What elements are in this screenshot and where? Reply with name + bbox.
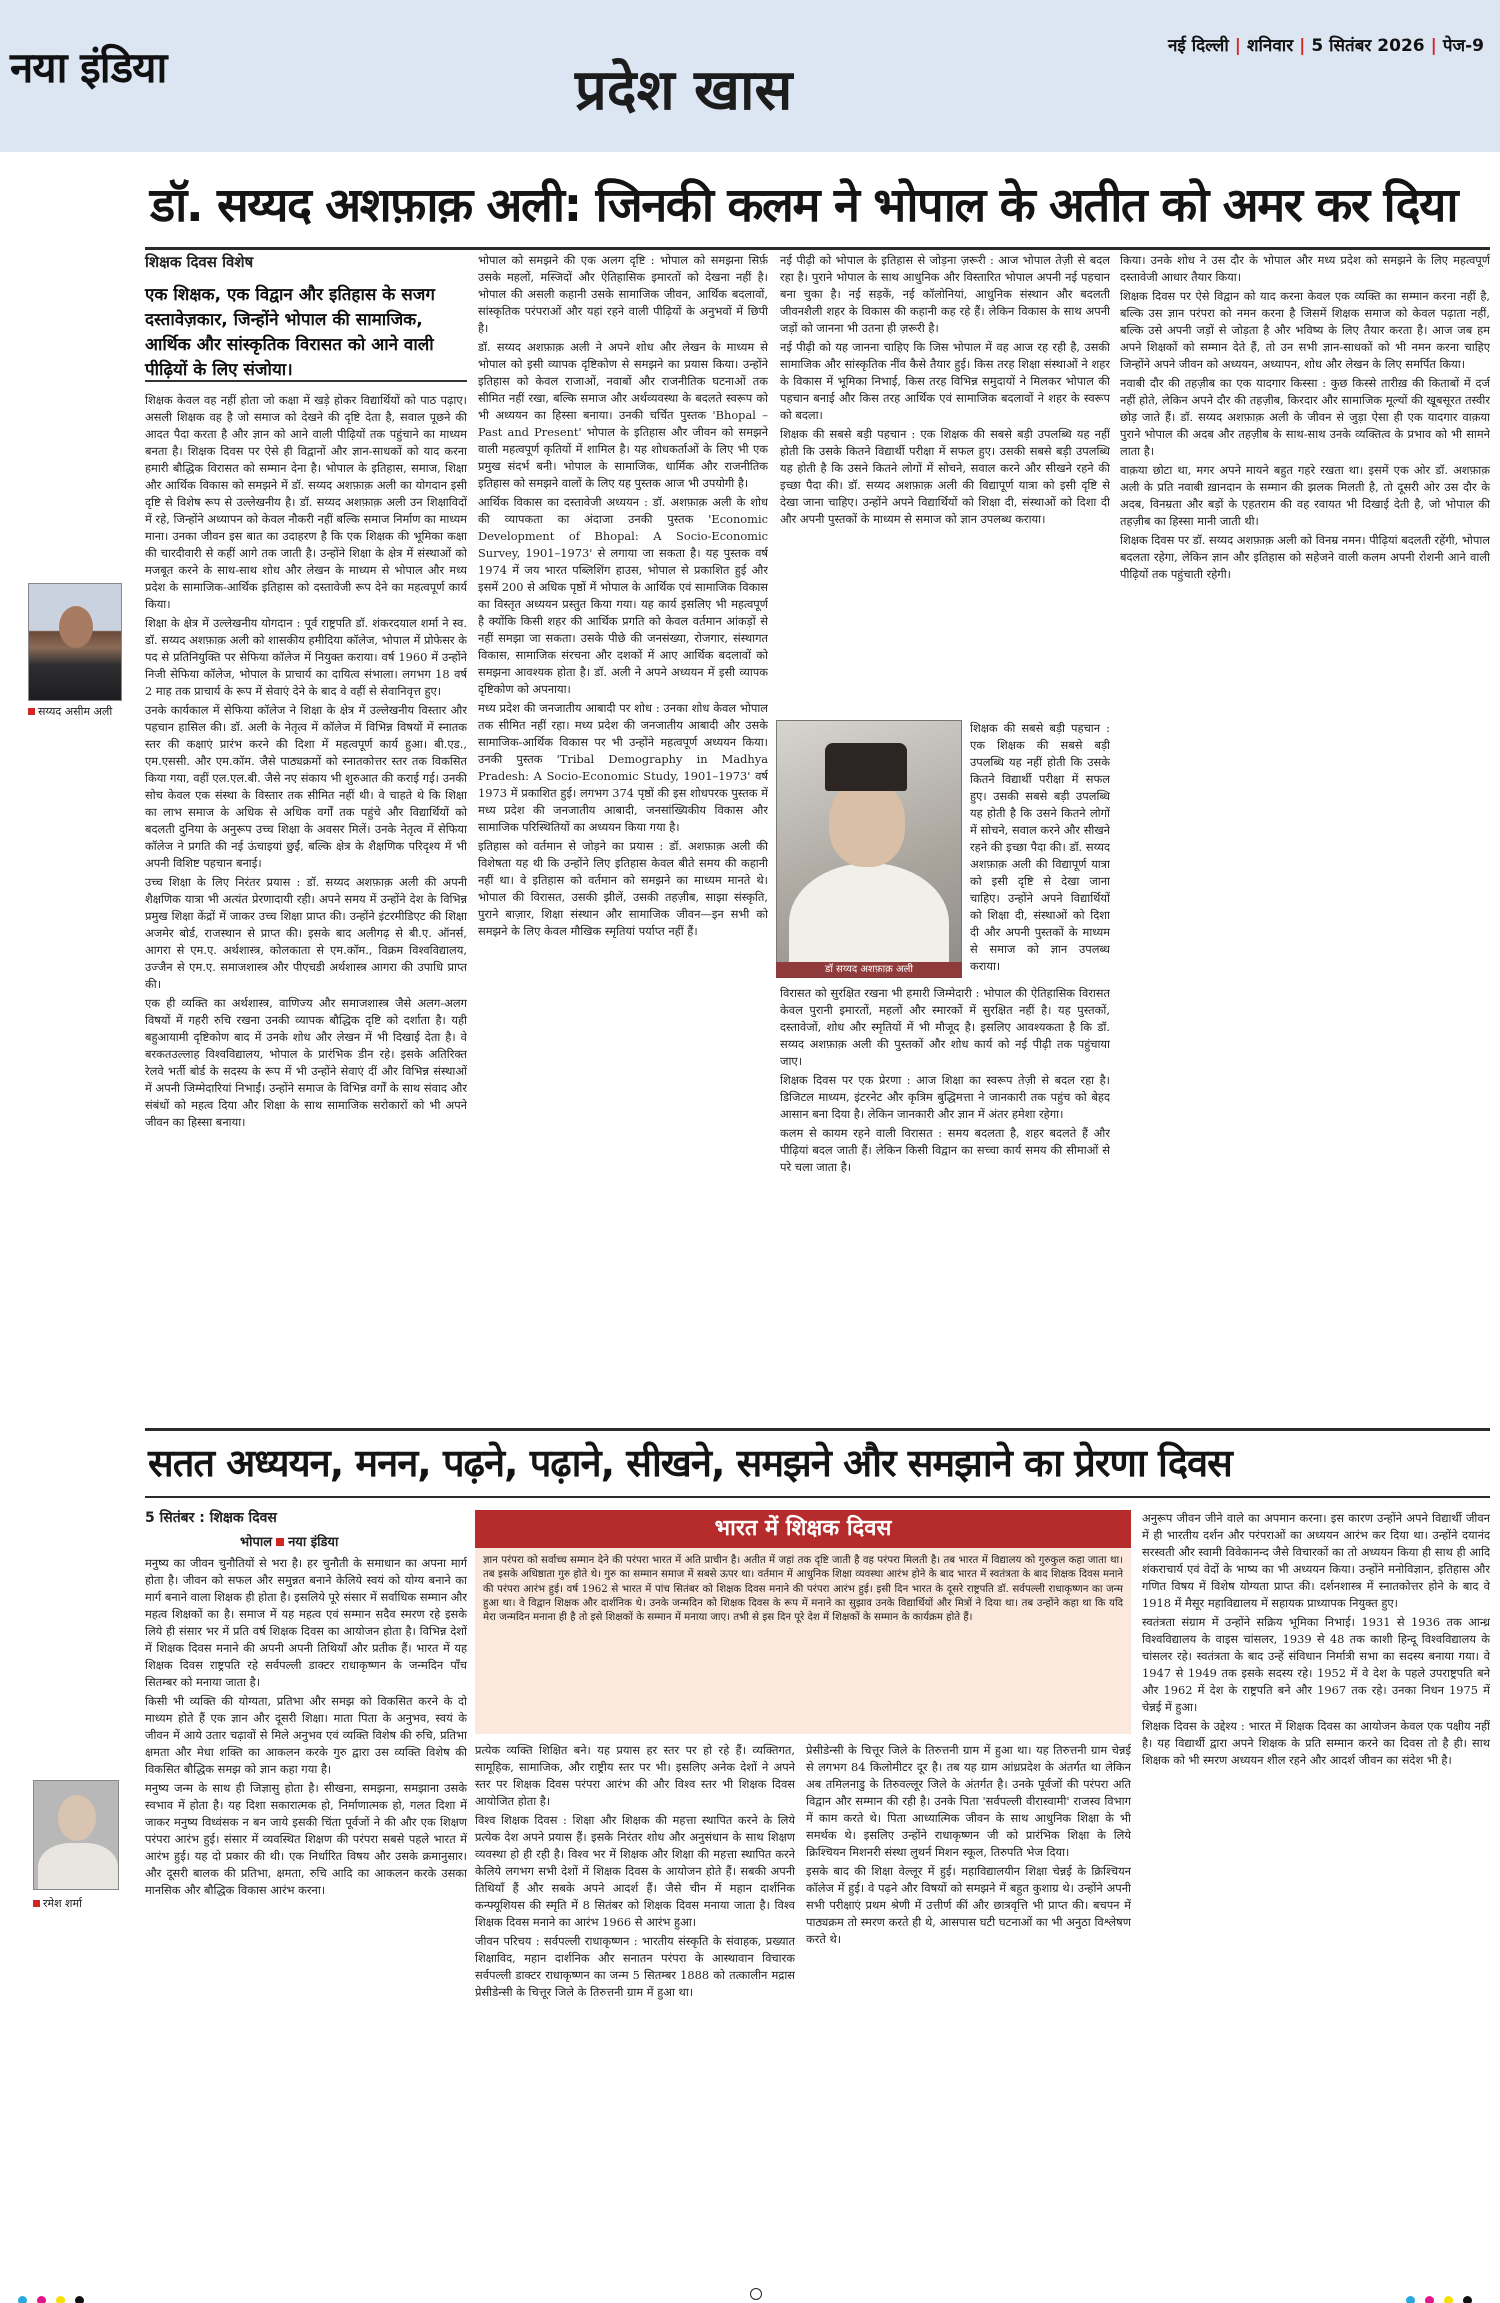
scholar-photo (776, 720, 962, 978)
section-title: प्रदेश खास (575, 58, 793, 123)
paragraph: किया। उनके शोध ने उस दौर के भोपाल और मध्य प्रदेश को समझने के लिए महत्वपूर्ण दस्तावेजी आधार तैयार किया। (1120, 253, 1490, 284)
story-divider (145, 1428, 1490, 1431)
story1-column-2 (478, 252, 768, 1420)
paragraph: प्रेसीडेन्सी के चित्तूर जिले के तिरुत्तनी ग्राम में हुआ था। यह तिरुत्तनी ग्राम चेन्नई से लगभग 84 किलोमीटर दूर है। तब यह ग्राम आंध्रप्रदेश के अंतर्गत था लेकिन अब तमिलनाडु के तिरुवल्लूर जिले के अंतर्गत है। उनके पूर्वजों की परंपरा अति विद्वान और सम्मान की रही है। उनके पिता 'सर्वपल्ली वीरास्वामी' राजस्व विभाग में काम करते थे। पिता आध्यात्मिक जीवन के साथ आधुनिक शिक्षा के भी समर्थक थे। इसलिए उन्होंने राधाकृष्णन जी को प्रारंभिक शिक्षा के लिये क्रिश्चियन मिशनरी संस्था लुथर्न मिशन स्कूल, तिरुपति भेज दिया। (806, 1743, 1131, 1859)
cyan-dot (1406, 2296, 1415, 2303)
paragraph: मध्य प्रदेश की जनजातीय आबादी पर शोध : उनका शोध केवल भोपाल तक सीमित नहीं रहा। मध्य प्रदेश की जनजातीय आबादी और उसके सामाजिक-आर्थिक विकास पर भी उन्होंने महत्वपूर्ण अध्ययन किया। उनकी पुस्तक 'Tribal Demography in Madhya Pradesh: A Socio-Economic Study, 1901–1973' वर्ष 1973 में प्रकाशित हुई। लगभग 374 पृष्ठों की इस शोधपरक पुस्तक में मध्य प्रदेश की जनजातीय आबादी, जनसांख्यिकीय विकास और सामाजिक परिस्थितियों का अध्ययन किया गया है। (478, 701, 768, 834)
paragraph: भोपाल को समझने की एक अलग दृष्टि : भोपाल को समझना सिर्फ़ उसके महलों, मस्जिदों और ऐतिहासिक इमारतों को देखना नहीं है। भोपाल की असली कहानी उसके सामाजिक जीवन, आर्थिक बदलावों, सांस्कृतिक परंपराओं और यहां रहने वाली पीढ़ियों के अनुभवों में छिपी है। (478, 253, 768, 335)
story2-column-2 (475, 1742, 795, 2283)
paragraph: मनुष्य जन्म के साथ ही जिज्ञासु होता है। सीखना, समझना, समझाना उसके स्वभाव में होता है। यह दिशा सकारात्मक हो, निर्माणात्मक हो, गलत दिशा में जाकर मनुष्य विध्वंसक न बन जाये इसकी चिंता पूर्वजों ने की और एक शिक्षण परंपरा आरंभ हुई। संसार में व्यवस्थित शिक्षण की परंपरा सबसे पहले भारत में आरंभ हुई। यह दो प्रकार की थी। एक निर्धारित विषय और उसके क्रमानुसार। और दूसरी बालक की प्रतिभा, क्षमता, रुचि आदि का आकलन करके उसका मानसिक और बौद्धिक विकास आरंभ करना। (145, 1781, 467, 1897)
story1-column-1 (145, 392, 467, 1420)
headline-rule (145, 247, 1490, 250)
magenta-dot (1425, 2296, 1434, 2303)
author-face (59, 606, 93, 648)
photo-body (789, 863, 949, 978)
author-name: सय्यद असीम अली (38, 705, 113, 718)
newspaper-logo: नया इंडिया (10, 43, 167, 92)
print-color-dots-right (1406, 2290, 1482, 2300)
paragraph: स्वतंत्रता संग्राम में उन्होंने सक्रिय भूमिका निभाई। 1931 से 1936 तक आन्ध्र विश्वविद्यालय के वाइस चांसलर, 1939 से 48 तक काशी हिन्दू विश्वविद्यालय के चांसलर रहे। स्वतंत्रता के बाद उन्हें संविधान निर्मात्री सभा का सदस्य बनाया गया। वे 1947 से 1949 तक इसके सदस्य रहे। 1952 में वे देश के पहले उपराष्ट्रपति बने और 1962 में देश के राष्ट्रपति बने और 1967 तक रहे। उनका निधन 1975 में चेन्नई में हुआ। (1142, 1615, 1490, 1714)
paragraph: कलम से कायम रहने वाली विरासत : समय बदलता है, शहर बदलते हैं और पीढ़ियां बदल जाती हैं। लेकिन किसी विद्वान का सच्चा कार्य समय की सीमाओं से परे चला जाता है। (780, 1126, 1110, 1174)
story2-column-4 (1142, 1510, 1490, 2283)
paragraph: शिक्षक दिवस के उद्देश्य : भारत में शिक्षक दिवस का आयोजन केवल एक पक्षीय नहीं है। यह विद्यार्थी द्वारा अपने शिक्षक के प्रति सम्मान करने का दिवस तो है ही। साथ शिक्षक को भी स्मरण अध्ययन शील रहने और आदर्श जीवन का संदेश भी है। (1142, 1719, 1490, 1767)
registration-mark-icon (750, 2288, 762, 2300)
paragraph: शिक्षक की सबसे बड़ी पहचान : एक शिक्षक की सबसे बड़ी उपलब्धि यह नहीं होती कि उसके कितने विद्यार्थी परीक्षा में सफल हुए। उसकी सबसे बड़ी उपलब्धि यह होती है कि उसने कितने लोगों में सोचने, सवाल करने और सीखने रहने की इच्छा पैदा की। डॉ. सय्यद अशफ़ाक़ अली की विद्यापूर्ण यात्रा को इसी दृष्टि से देखा जाना चाहिए। उन्होंने अपने विद्यार्थियों को शिक्षा दी, संस्थाओं को दिशा दी और अपनी पुस्तकों के माध्यम से समाज को ज्ञान उपलब्ध कराया। (970, 721, 1110, 973)
headline-rule (145, 1496, 1490, 1498)
yellow-dot (56, 2296, 65, 2303)
paragraph: किसी भी व्यक्ति की योग्यता, प्रतिभा और समझ को विकसित करने के दो माध्यम होते हैं एक ज्ञान और दूसरी शिक्षा। माता पिता के अनुभव, स्वयं के जीवन में आये उतार चढ़ावों से मिले अनुभव एवं व्यक्ति विशेष की रुचि, प्रतिभा क्षमता और मेधा शक्ति का आकलन करके गुरु द्वारा उस व्यक्ति विशेष की विकसित बौद्धिक समझ को ज्ञान कहा गया है। (145, 1694, 467, 1776)
paragraph: इसके बाद की शिक्षा वेल्लूर में हुई। महाविद्यालयीन शिक्षा चेन्नई के क्रिश्चियन कॉलेज में हुई। वे पढ़ने और विषयों को समझने में बहुत कुशाग्र थे। उन्होंने अपनी सभी परीक्षाएं प्रथम श्रेणी में उत्तीर्ण कीं और छात्रवृत्ति भी प्राप्त की। बचपन में पाठ्यक्रम तो स्मरण करते ही थे, आसपास घटी घटनाओं का भी अनुठा विश्लेषण करते थे। (806, 1864, 1131, 1946)
paragraph: शिक्षक की सबसे बड़ी पहचान : एक शिक्षक की सबसे बड़ी उपलब्धि यह नहीं होती कि उसके कितने विद्यार्थी परीक्षा में सफल हुए। उसकी सबसे बड़ी उपलब्धि यह होती है कि उसने कितने लोगों में सोचने, सवाल करने और सीखने रहने की इच्छा पैदा की। डॉ. सय्यद अशफ़ाक़ अली की विद्यापूर्ण यात्रा को इसी दृष्टि से देखा जाना चाहिए। उन्होंने अपने विद्यार्थियों को शिक्षा दी, संस्थाओं को दिशा दी और अपनी पुस्तकों के माध्यम से समाज को ज्ञान उपलब्ध कराया। (780, 427, 1110, 526)
black-dot (75, 2296, 84, 2303)
paragraph: जीवन परिचय : सर्वपल्ली राधाकृष्णन : भारतीय संस्कृति के संवाहक, प्रख्यात शिक्षाविद, महान दार्शनिक और सनातन परंपरा के आस्थावान विचारक सर्वपल्ली डाक्टर राधाकृष्णन का जन्म 5 सितम्बर 1888 को तत्कालीन मद्रास प्रेसीडेन्सी के चित्तूर जिले के तिरुत्तनी ग्राम में हुआ था। (475, 1934, 795, 1999)
story2-column-1 (145, 1555, 467, 2283)
story1-kicker: शिक्षक दिवस विशेष (145, 253, 254, 271)
paragraph: नई पीढ़ी को यह जानना चाहिए कि जिस भोपाल में वह आज रह रही है, उसकी सामाजिक और सांस्कृतिक नींव कैसे तैयार हुई। किस तरह शिक्षा संस्थाओं ने शहर के विकास में भूमिका निभाई, किस तरह विभिन्न समुदायों ने मिलकर भोपाल की पहचान बनाई और किस तरह आर्थिक एवं सामाजिक बदलावों ने शहर के स्वरूप को बदला। (780, 340, 1110, 422)
cyan-dot (18, 2296, 27, 2303)
author-caption (28, 704, 112, 719)
author-photo (28, 583, 122, 701)
story2-column-3 (806, 1742, 1131, 2283)
photo-face (829, 781, 905, 867)
dateline-city: भोपाल (240, 1535, 273, 1550)
paragraph: शिक्षक केवल वह नहीं होता जो कक्षा में खड़े होकर विद्यार्थियों को पाठ पढ़ाए। असली शिक्षक वह है जो समाज को देखने की दृष्टि देता है, सवाल पूछने की आदत पैदा करता है और ज्ञान को आने वाली पीढ़ियों तक पहुंचाने का माध्यम बनता है। शिक्षक दिवस पर ऐसे ही विद्वानों और ज्ञान-साधकों को याद करना हमारी बौद्धिक विरासत को सम्मान देना है। भोपाल के इतिहास, समाज, शिक्षा और आर्थिक विकास को समझने में डॉ. सय्यद अशफ़ाक़ अली का योगदान इसी दृष्टि से विशेष रूप से उल्लेखनीय है। डॉ. सय्यद अशफ़ाक़ अली उन शिक्षाविदों में रहे, जिन्होंने अध्यापन को केवल नौकरी नहीं बल्कि समाज निर्माण का माध्यम माना। उनका जीवन इस बात का उदाहरण है कि एक शिक्षक की भूमिका कक्षा की चारदीवारी से कहीं आगे तक जाती है। उन्होंने शिक्षा के क्षेत्र में संस्थाओं को मजबूत करने के साथ-साथ शोध और लेखन के माध्यम से भोपाल और मध्य प्रदेश के सामाजिक-आर्थिक इतिहास को दस्तावेजी रूप देने का महत्वपूर्ण कार्य किया। (145, 393, 467, 611)
paragraph: नई पीढ़ी को भोपाल के इतिहास से जोड़ना ज़रूरी : आज भोपाल तेज़ी से बदल रहा है। पुराने भोपाल के साथ आधुनिक और विस्तारित भोपाल अपनी नई पहचान बना चुका है। नई सड़कें, नई कॉलोनियां, आधुनिक संस्थान और बदलती जीवनशैली शहर के विकास की कहानी कह रहे हैं। लेकिन विकास के साथ अपनी जड़ों को जानना भी उतना ही ज़रूरी है। (780, 253, 1110, 335)
story1-intro: एक शिक्षक, एक विद्वान और इतिहास के सजग दस्तावेज़कार, जिन्होंने भोपाल की सामाजिक, आर्थिक और सांस्कृतिक विरासत को आने वाली पीढ़ियों के लिए संजोया। (145, 285, 435, 380)
meta-city: नई दिल्ली (1168, 36, 1229, 56)
paragraph: प्रत्येक व्यक्ति शिक्षित बने। यह प्रयास हर स्तर पर हो रहे हैं। व्यक्तिगत, सामूहिक, सामाजिक, और राष्ट्रीय स्तर पर भी। इसलिए अनेक देशों ने अपने स्तर पर शिक्षक दिवस परंपरा आरंभ की और विश्व स्तर भी शिक्षक दिवस आयोजित होता है। (475, 1743, 795, 1808)
story1-column-3a (780, 252, 1110, 714)
paragraph: शिक्षक दिवस पर ऐसे विद्वान को याद करना केवल एक व्यक्ति का सम्मान करना नहीं है, बल्कि उस ज्ञान परंपरा को नमन करना है जिसमें शिक्षक समाज को केवल पढ़ाता नहीं, बल्कि उसे अपनी जड़ों से जोड़ता है और भविष्य के लिए तैयार करता है। आज जब हम अपने शिक्षकों को सम्मान देते हैं, तो उन सभी ज्ञान-साधकों को भी नमन करना चाहिए जिन्होंने अपने जीवन को अध्ययन, अध्यापन, शोध और लेखन के लिए समर्पित किया। (1120, 289, 1490, 371)
story1-column-3b (970, 720, 1110, 978)
meta-separator: | (1234, 36, 1241, 56)
photo-caption: डॉ सय्यद अशफ़ाक़ अली (776, 962, 962, 978)
paragraph: वाक़या छोटा था, मगर अपने मायने बहुत गहरे रखता था। इसमें एक ओर डॉ. अशफ़ाक़ अली के प्रति नवाबी ख़ानदान के सम्मान की झलक मिलती है, तो दूसरी ओर उस दौर के अदब, विनम्रता और बड़ों के एहतराम की वह रवायत भी दिखाई देती है, जो भोपाल की तहज़ीब का हिस्सा मानी जाती थी। (1120, 463, 1490, 528)
dateline-meta (1168, 33, 1484, 56)
story2-dateline (240, 1532, 338, 1550)
intro-divider (145, 380, 467, 382)
author2-face (58, 1795, 96, 1841)
story1-headline: डॉ. सय्यद अशफ़ाक़ अली: जिनकी कलम ने भोपाल के अतीत को अमर कर दिया (150, 178, 1458, 233)
paragraph: विश्व शिक्षक दिवस : शिक्षा और शिक्षक की महत्ता स्थापित करने के लिये प्रत्येक देश अपने प्रयास हैं। इसके निरंतर शोध और अनुसंधान के साथ शिक्षण व्यवस्था हो ही रही है। विश्व भर में शिक्षक और शिक्षा की महत्ता स्थापित करने केलिये लगभग सभी देशों में शिक्षक दिवस के आयोजन होते हैं। सबकी अपनी तिथियाँ हैं और सबके अपने आदर्श हैं। जैसे चीन में महान दार्शनिक कन्फ्यूशियस की स्मृति में 8 सितंबर को शिक्षक दिवस मनाया जाता है। विश्व शिक्षक दिवस मनाने का आरंभ 1966 से आरंभ हुआ। (475, 1813, 795, 1929)
paragraph: डॉ. सय्यद अशफ़ाक़ अली ने अपने शोध और लेखन के माध्यम से भोपाल को इसी व्यापक दृष्टिकोण से समझने का प्रयास किया। उन्होंने इतिहास को केवल राजाओं, नवाबों और राजनीतिक घटनाओं तक सीमित नहीं रखा, बल्कि समाज और अर्थव्यवस्था के बदलते स्वरूप को भी अध्ययन का हिस्सा बनाया। उनकी चर्चित पुस्तक 'Bhopal – Past and Present' भोपाल के इतिहास और जीवन को समझने वाली महत्वपूर्ण कृतियों में शामिल है। यह शोधकर्ताओं के लिए भी एक प्रमुख संदर्भ बनी। भोपाल के सामाजिक, धार्मिक और राजनीतिक इतिहास को समझने वालों के लिए यह पुस्तक आज भी उपयोगी है। (478, 340, 768, 490)
paragraph: शिक्षा के क्षेत्र में उल्लेखनीय योगदान : पूर्व राष्ट्रपति डॉ. शंकरदयाल शर्मा ने स्व. डॉ. सय्यद अशफ़ाक़ अली को शासकीय हमीदिया कॉलेज, भोपाल में प्रोफेसर के पद से प्रतिनियुक्ति पर सेफिया कॉलेज में नियुक्त कराया। वर्ष 1960 में उन्होंने निजी सेफिया कॉलेज, भोपाल के प्राचार्य का दायित्व संभाला। लगभग 18 वर्ष 2 माह तक प्राचार्य के रूप में सेवाएं देने के बाद वे वहीं से सेवानिवृत्त हुए। (145, 616, 467, 698)
paragraph: इतिहास को वर्तमान से जोड़ने का प्रयास : डॉ. अशफ़ाक़ अली की विशेषता यह थी कि उन्होंने लिए इतिहास केवल बीते समय की कहानी नहीं था। वे इतिहास को वर्तमान को समझने का माध्यम मानते थे। भोपाल की विरासत, उसकी झीलें, उसकी तहज़ीब, साझा संस्कृति, पुराने बाज़ार, शिक्षा संस्थान और सामाजिक जीवन—इन सभी को समझने के लिए केवल मौखिक स्मृतियां पर्याप्त नहीं हैं। (478, 839, 768, 938)
meta-day: शनिवार (1246, 36, 1294, 56)
story2-kicker: 5 सितंबर : शिक्षक दिवस (145, 1510, 277, 1526)
paragraph: उच्च शिक्षा के लिए निरंतर प्रयास : डॉ. सय्यद अशफ़ाक़ अली की अपनी शैक्षणिक यात्रा भी अत्यंत प्रेरणादायी रही। अपने समय में उन्होंने देश के विभिन्न प्रमुख शिक्षा केंद्रों में जाकर उच्च शिक्षा प्राप्त की। उन्होंने इंटरमीडिएट की शिक्षा अजमेर बोर्ड, राजस्थान से प्राप्त की। इसके बाद अलीगढ़ से बी.ए. ऑनर्स, आगरा से एम.ए. अर्थशास्त्र, कोलकाता से एम.कॉम., विक्रम विश्वविद्यालय, उज्जैन से एम.ए. समाजशास्त्र और पीएचडी अर्थशास्त्र आगरा की उपाधि प्राप्त की। (145, 875, 467, 991)
meta-date: 5 सितंबर 2026 (1311, 36, 1425, 56)
paragraph: विरासत को सुरक्षित रखना भी हमारी जिम्मेदारी : भोपाल की ऐतिहासिक विरासत केवल पुरानी इमारतों, महलों और स्मारकों में सुरक्षित नहीं है। यह पुस्तकों, दस्तावेजों, शोध और स्मृतियों में भी मौजूद है। इसलिए आवश्यकता है कि डॉ. सय्यद अशफ़ाक़ अली की पुस्तकों और शोध कार्य को नई पीढ़ी तक पहुंचाया जाए। (780, 986, 1110, 1068)
paragraph: शिक्षक दिवस पर डॉ. सय्यद अशफ़ाक़ अली को विनम्र नमन। पीढ़ियां बदलती रहेंगी, भोपाल बदलता रहेगा, लेकिन ज्ञान और इतिहास को सहेजने वाली कलम अपनी रोशनी आने वाली पीढ़ियों तक पहुंचाती रहेगी। (1120, 533, 1490, 581)
caption-marker-icon (33, 1900, 40, 1907)
meta-page: पेज-9 (1442, 36, 1484, 56)
author2-caption (33, 1896, 82, 1911)
paragraph: उनके कार्यकाल में सेफिया कॉलेज ने शिक्षा के क्षेत्र में उल्लेखनीय विस्तार और पहचान हासिल की। डॉ. अली के नेतृत्व में कॉलेज में विभिन्न विषयों में स्नातक स्तर की कक्षाएं प्रारंभ करने की दिशा में महत्वपूर्ण कार्य हुआ। बी.एड., एम.एससी. और एम.कॉम. जैसे पाठ्यक्रमों को स्नातकोत्तर स्तर तक विकसित किया गया, वहीं एल.एल.बी. जैसे नए संकाय भी शुरुआत की कराई गई। उनकी सोच केवल एक संस्था के विस्तार तक सीमित नहीं थी। वे चाहते थे कि शिक्षा का लाभ समाज के अधिक से अधिक वर्गों तक पहुंचे और विद्यार्थियों को बदलती दुनिया के अनुरूप उच्च शिक्षा के अवसर मिलें। उनके नेतृत्व में सेफिया कॉलेज ने प्रगति की नई ऊंचाइयां छुईं, बल्कि क्षेत्र के शैक्षणिक परिदृश्य में भी अपनी विशिष्ट पहचान बनाई। (145, 703, 467, 870)
paragraph: आर्थिक विकास का दस्तावेजी अध्ययन : डॉ. अशफ़ाक़ अली के शोध की व्यापकता का अंदाजा उनकी पुस्तक 'Economic Development of Bhopal: A Socio-Economic Survey, 1901–1973' से लगाया जा सकता है। यह पुस्तक वर्ष 1974 में जय भारत पब्लिशिंग हाउस, भोपाल से प्रकाशित हुई और इसमें 200 से अधिक पृष्ठों में भोपाल के आर्थिक एवं सामाजिक विकास का विस्तृत अध्ययन प्रस्तुत किया गया। यह कार्य इसलिए भी महत्वपूर्ण है क्योंकि किसी शहर की आर्थिक प्रगति को केवल वर्तमान आंकड़ों से नहीं समझा जा सकता। उसके पीछे की जनसंख्या, रोजगार, संस्थागत विकास, सामाजिक संरचना और दशकों में आए आर्थिक बदलावों को समझना आवश्यक होता है। डॉ. अली ने अपने अध्ययन में इसी व्यापक दृष्टिकोण को अपनाया। (478, 495, 768, 696)
meta-separator: | (1430, 36, 1437, 56)
box-title: भारत में शिक्षक दिवस (475, 1510, 1131, 1548)
caption-marker-icon (28, 708, 35, 715)
author2-name: रमेश शर्मा (43, 1897, 82, 1910)
print-color-dots-left (18, 2290, 94, 2300)
magenta-dot (37, 2296, 46, 2303)
paragraph: शिक्षक दिवस पर एक प्रेरणा : आज शिक्षा का स्वरूप तेज़ी से बदल रहा है। डिजिटल माध्यम, इंटरनेट और कृत्रिम बुद्धिमत्ता ने जानकारी तक पहुंच को बेहद आसान बना दिया है। लेकिन जानकारी और ज्ञान में अंतर हमेशा रहेगा। (780, 1073, 1110, 1121)
author2-photo (33, 1780, 119, 1890)
meta-separator: | (1299, 36, 1306, 56)
author2-body (38, 1843, 118, 1890)
paragraph: अनुरूप जीवन जीने वाले का अपमान करना। इस कारण उन्होंने अपने विद्यार्थी जीवन में ही भारतीय दर्शन और परंपराओं का अध्ययन आरंभ कर दिया था। उन्होंने दयानंद सरस्वती और स्वामी विवेकानन्द जैसे विचारकों का तो अध्ययन किया ही साथ ही आदि शंकराचार्य एवं वेदों के भाष्य का भी अध्ययन किया। उन्होंने मनोविज्ञान, इतिहास और गणित विषय में विशेष योग्यता प्राप्त की। दर्शनशास्त्र में स्नातकोत्तर होने के बाद वे 1918 में मैसूर महाविद्यालय में सहायक प्राध्यापक नियुक्त हुए। (1142, 1511, 1490, 1610)
dateline-paper: नया इंडिया (288, 1535, 339, 1550)
paragraph: मनुष्य का जीवन चुनौतियों से भरा है। हर चुनौती के समाधान का अपना मार्ग होता है। जीवन को सफल और समुन्नत बनाने केलिये स्वयं को योग्य बनाने का मार्ग बनाने वाला शिक्षक ही होता है। इसलिये पूरे संसार में सर्वाधिक सम्मान और महत्व शिक्षकों का है। समाज में यह महत्व एवं सम्मान सदैव स्मरण रहे इसके लिये ही संसार भर में प्रति वर्ष शिक्षक दिवस का आयोजन होता है। विभिन्न देशों में शिक्षक दिवस मनाने की अपनी अपनी तिथियाँ और प्रतीक हैं। भारत में यह शिक्षक दिवस राष्ट्रपति रहे सर्वपल्ली डाक्टर राधाकृष्णन के जन्मदिन पाँच सितम्बर को मनाया जाता है। (145, 1556, 467, 1689)
paragraph: नवाबी दौर की तहज़ीब का एक यादगार किस्सा : कुछ किस्से तारीख़ की किताबों में दर्ज नहीं होते, लेकिन अपने दौर की तहज़ीब, किरदार और सामाजिक मूल्यों की खूबसूरत तस्वीर छोड़ जाते हैं। डॉ. सय्यद अशफ़ाक़ अली के जीवन से जुड़ा ऐसा ही एक यादगार वाक़या पुराने भोपाल की अदब और तहज़ीब के साथ-साथ उनके व्यक्तित्व के प्रभाव को भी सामने लाता है। (1120, 376, 1490, 458)
story1-column-4 (1120, 252, 1490, 1420)
photo-cap (825, 743, 907, 791)
black-dot (1463, 2296, 1472, 2303)
story1-column-3c (780, 985, 1110, 1420)
dateline-marker-icon (276, 1538, 284, 1546)
story2-headline: सतत अध्ययन, मनन, पढ़ने, पढ़ाने, सीखने, समझने और समझाने का प्रेरणा दिवस (148, 1441, 1232, 1485)
paragraph: एक ही व्यक्ति का अर्थशास्त्र, वाणिज्य और समाजशास्त्र जैसे अलग-अलग विषयों में गहरी रुचि रखना उनकी व्यापक बौद्धिक दृष्टि को दर्शाता है। यही बहुआयामी दृष्टिकोण बाद में उनके शोध और लेखन में भी दिखाई देता है। वे बरकतउल्लाह विश्वविद्यालय, भोपाल के प्रारंभिक डीन रहे। इसके अतिरिक्त रेलवे भर्ती बोर्ड के सदस्य के रूप में भी उन्होंने सेवाएं दीं और विभिन्न संस्थाओं में अपनी जिम्मेदारियां निभाईं। उन्होंने समाज के विभिन्न वर्गों के साथ संवाद और संबंधों को महत्व दिया और शिक्षा के साथ सामाजिक सरोकारों को भी अपने जीवन का हिस्सा बनाया। (145, 996, 467, 1129)
box-body: ज्ञान परंपरा को सर्वाच्च सम्मान देने की परंपरा भारत में अति प्राचीन है। अतीत में जहां तक दृष्टि जाती है वह परंपरा मिलती है। तब भारत में विद्यालय को गुरुकुल कहा जाता था। तब इसके अधिष्ठाता गुरु होते थे। गुरु का सम्मान समाज में सबसे ऊपर था। वर्तमान में आधुनिक शिक्षा व्यवस्था आरंभ होने के बाद भारत में स्वतंत्रता के बाद शिक्षक दिवस मनाने की परंपरा आरंभ हुई। वर्ष 1962 से भारत में पांच सितंबर को शिक्षक दिवस मनाने की परंपरा आरंभ हुई। इसी दिन भारत के दूसरे राष्ट्रपति डॉ. सर्वपल्ली राधाकृष्णन का जन्म हुआ था। वे विद्वान शिक्षक और दार्शनिक थे। उनके जन्मदिन को शिक्षक दिवस के रूप में मनाने का सुझाव उनके विद्यार्थियों और मित्रों ने दिया था। तब उन्होंने कहा था कि यदि मेरा जन्मदिन मनाना ही है तो इसे शिक्षकों के सम्मान में मनाया जाए। तभी से इस दिन पूरे देश में शिक्षकों के सम्मान के कार्यक्रम होते हैं। (475, 1548, 1131, 1734)
yellow-dot (1444, 2296, 1453, 2303)
